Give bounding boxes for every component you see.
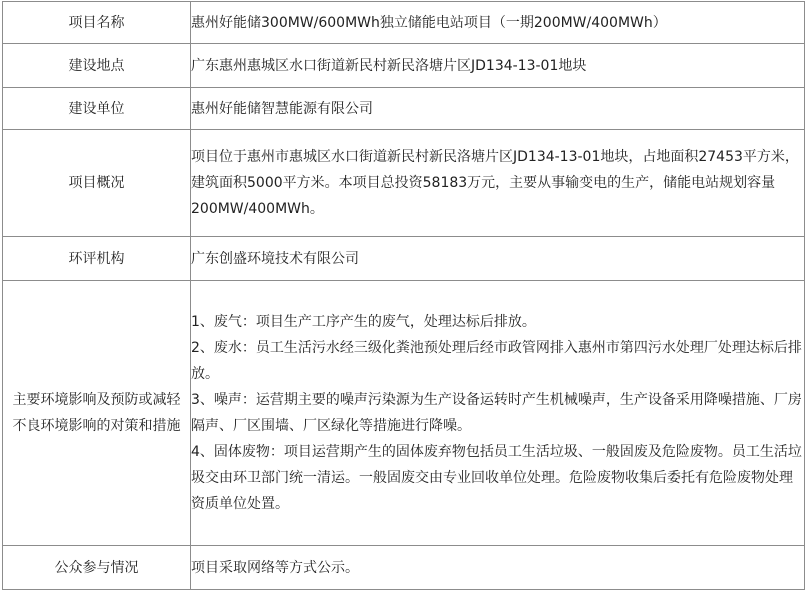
table-row: [3, 2, 805, 44]
row-label-construction-unit: 建设单位: [3, 88, 191, 130]
row-label-environmental-measures: 主要环境影响及预防或减轻不良环境影响的对策和措施: [3, 281, 191, 546]
measure-item-solid-waste: 4、固体废物：项目运营期产生的固体废弃物包括员工生活垃圾、一般固废及危险废物。员工生活垃圾交由环卫部门统一清运。一般固废交由专业回收单位处理。危险废物收集后委托有危险废物处理资质单位处置。: [191, 444, 802, 512]
row-value-project-overview: 项目位于惠州市惠城区水口街道新民村新民洛塘片区JD134-13-01地块，占地面积27453平方米，建筑面积5000平方米。本项目总投资58183万元，主要从事输变电的生产，储能电站规划容量200MW/400MWh。: [191, 130, 805, 237]
measure-item-waste-water: 2、废水：员工生活污水经三级化粪池预处理后经市政管网排入惠州市第四污水处理厂处理达标后排放。: [191, 340, 802, 382]
measure-item-noise: 3、噪声：运营期主要的噪声污染源为生产设备运转时产生机械噪声，生产设备采用降噪措施、厂房隔声、厂区围墙、厂区绿化等措施进行降噪。: [191, 392, 802, 434]
row-value-construction-site: 广东惠州惠城区水口街道新民村新民洛塘片区JD134-13-01地块: [191, 44, 805, 88]
row-value-construction-unit: 惠州好能储智慧能源有限公司: [191, 88, 805, 130]
table-row: [3, 546, 805, 590]
row-value-public-participation: 项目采取网络等方式公示。: [191, 546, 805, 590]
row-label-public-participation: 公众参与情况: [3, 546, 191, 590]
measure-item-waste-gas: 1、废气：项目生产工序产生的废气，处理达标后排放。: [191, 314, 536, 330]
table-row: [3, 237, 805, 281]
row-label-project-overview: 项目概况: [3, 130, 191, 237]
row-value-project-name: 惠州好能储300MW/600MWh独立储能电站项目（一期200MW/400MWh）: [191, 2, 805, 44]
table-row: [3, 44, 805, 88]
row-value-eia-agency: 广东创盛环境技术有限公司: [191, 237, 805, 281]
table-row: [3, 88, 805, 130]
row-label-construction-site: 建设地点: [3, 44, 191, 88]
row-label-project-name: 项目名称: [3, 2, 191, 44]
row-label-eia-agency: 环评机构: [3, 237, 191, 281]
project-info-table: [2, 1, 805, 590]
table-row: [3, 281, 805, 546]
row-value-environmental-measures: [191, 281, 805, 546]
table-row: [3, 130, 805, 237]
